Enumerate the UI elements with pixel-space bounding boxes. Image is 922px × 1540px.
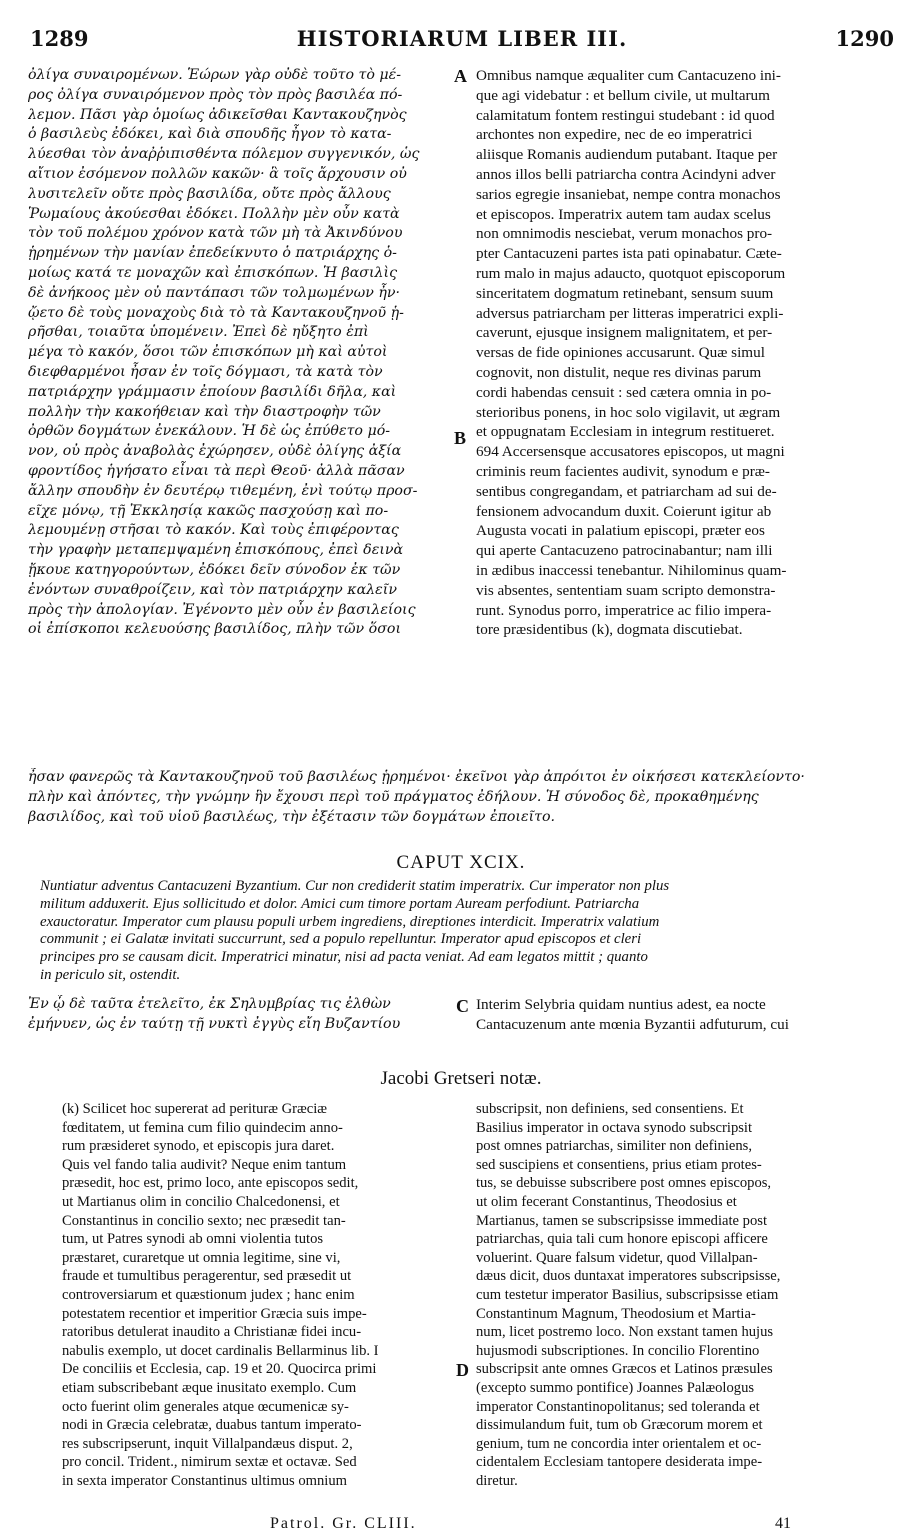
note-line: fœditatem, ut femina cum filio quindecim anno- — [62, 1119, 343, 1136]
greek-text-line: φροντίδος ἡγήσατο εἶναι τὰ περὶ Θεοῦ· ἀλλὰ πᾶσαν — [28, 462, 405, 479]
greek-text-line: τὸν τοῦ πολέμου χρόνον κατὰ τῶν μὴ τὰ Ἀκινδύνου — [28, 225, 403, 242]
footer-signature: 41 — [775, 1515, 791, 1532]
page-number-left: 1289 — [30, 26, 89, 51]
latin-text-line: in ædibus inaccessi tenebantur. Nihilominus quam- — [476, 561, 787, 579]
note-line: Quis vel fando talia audivit? Neque enim tantum — [62, 1156, 347, 1173]
note-line: cidentalem Ecclesiam tantopere desiderata impe- — [476, 1454, 763, 1471]
note-line: tus, se debuisse subscribere post omnes episcopos, — [476, 1175, 772, 1192]
greek-text-line: τὴν γραφὴν μεταπεμψαμένη ἐπισκόπους, ἐπεὶ δεινὰ — [28, 542, 404, 559]
note-line: dæus dicit, duos duntaxat imperatores subscripsisse, — [476, 1268, 781, 1285]
latin-text-line: pter Cantacuzeni partes ista pati opinabatur. Cæte- — [476, 245, 782, 263]
note-line: etiam subscribebant æque inusitato exemplo. Cum — [62, 1379, 357, 1396]
greek-text-line: ρῆσθαι, τοιαῦτα ὑπομένειν. Ἐπεὶ δὲ ηὔξητο ἐπὶ — [28, 324, 369, 341]
latin-text-line: Augusta vocati in palatium episcopi, præter eos — [476, 522, 765, 540]
greek-text-line: ᾔκουε κατηγορούντων, ἐδόκει δεῖν σύνοδον ἐκ τῶν — [28, 561, 401, 578]
note-line: hujusmodi subscriptiones. In concilio Florentino — [476, 1342, 760, 1359]
greek-text-line: πλὴν καὶ ἀπόντες, τὴν γνώμην ἣν ἔχουσι περὶ τοῦ πράγματος ἐδήλουν. Ἡ σύνοδος δὲ, προκαθημένης — [28, 788, 759, 805]
note-line: (excepto summo pontifice) Joannes Palæologus — [476, 1379, 755, 1396]
note-line: cum testetur imperator Basilius, subscripsisse etiam — [476, 1286, 779, 1303]
latin-text-line: annos illos belli patriarcha contra Acindyni adver — [476, 165, 776, 183]
note-line: subscripsit, non definiens, sed consentiens. Et — [476, 1101, 744, 1117]
latin-column-top — [476, 66, 896, 640]
notes-column-right — [476, 1100, 896, 1490]
greek-column-mid — [28, 995, 458, 1035]
note-line: (k) Scilicet hoc supererat ad perituræ Græciæ — [62, 1101, 328, 1117]
latin-text-line: archontes non expedire, nec de eo imperatrici — [476, 126, 753, 144]
note-line: nodi in Græcia celebratæ, duabus tantum imperato- — [62, 1417, 362, 1434]
latin-text-line: rum malo in majus adaucto, quotquot episcoporum — [476, 264, 786, 282]
page-footer — [0, 1515, 922, 1537]
greek-text-line: μέγα τὸ κακόν, ὅσοι τῶν ἐπισκόπων μὴ καὶ αὐτοὶ — [28, 344, 388, 361]
greek-text-line: ᾤετο δὲ τοὺς μοναχοὺς διὰ τὸ τὰ Καντακουζηνοῦ ᾑ- — [28, 304, 404, 321]
note-line: tum, ut Patres synodi ab omni violentia tutos — [62, 1231, 324, 1248]
greek-text-line: ἐνόντων συναθροίζειν, καὶ τὸν πατριάρχην καλεῖν — [28, 581, 397, 598]
greek-text-line: πατριάρχην γράμμασιν ἐποίουν βασιλίδι δῆλα, καὶ — [28, 383, 397, 400]
greek-text-line: βασιλίδος, καὶ τοῦ υἱοῦ βασιλέως, τὴν ἐξέτασιν τῶν δογμάτων ἐποιεῖτο. — [28, 808, 556, 825]
note-line: Constantinum Magnum, Theodosium et Martia- — [476, 1305, 756, 1322]
note-line: octo fuerint olim generales atque œcumenicæ sy- — [62, 1398, 349, 1415]
greek-text-line: ὁ βασιλεὺς ἐδόκει, καὶ διὰ σπουδῆς ἦγον τὸ κατα- — [28, 126, 392, 143]
greek-text-line: λεμον. Πᾶσι γὰρ ὁμοίως ἀδικεῖσθαι Καντακουζηνὸς — [28, 106, 407, 123]
latin-text-line: cordi habendas censuit : sed cætera omnia in po- — [476, 383, 772, 401]
page-number-right: 1290 — [835, 26, 894, 51]
chapter-heading: CAPUT XCIX. — [396, 852, 526, 873]
latin-text-line: caverunt, ejusque insignem malignitatem, et per- — [476, 324, 773, 342]
note-line: imperator Constantinopolitanus; sed toleranda et — [476, 1398, 760, 1415]
note-line: sed suscipiens et consentiens, prius etiam protes- — [476, 1156, 762, 1173]
margin-marker-c: C — [456, 996, 469, 1016]
latin-text-line: et oppugnatam Ecclesiam in integrum restitueret. — [476, 423, 775, 441]
latin-text-line: que agi videbatur : et bellum civile, ut multarum — [476, 86, 770, 104]
latin-text-line: sentibus congregandam, et patriarcham ad sui de- — [476, 482, 777, 500]
latin-text-line: Interim Selybria quidam nuntius adest, ea nocte — [476, 996, 766, 1013]
note-line: ut olim fecerant Constantinus, Theodosius et — [476, 1193, 737, 1210]
greek-text-line: λύεσθαι τὸν ἀναῤῥιπισθέντα πόλεμον συγγενικόν, ὡς — [28, 146, 420, 163]
greek-text-line: εῖχε μόνῳ, τῇ Ἐκκλησίᾳ κακῶς πασχούσῃ καὶ πο- — [28, 502, 389, 519]
note-line: diretur. — [476, 1472, 518, 1489]
greek-text-line: Ἐν ᾧ δὲ ταῦτα ἐτελεῖτο, ἐκ Σηλυμβρίας τις ἐλθὼν — [28, 996, 391, 1012]
latin-text-line: criminis reum facientes audivit, synodum e præ- — [476, 462, 770, 480]
latin-text-line: qui aperte Cantacuzeno patrocinabantur; nam illi — [476, 542, 773, 560]
latin-text-line: et episcopos. Imperatrix autem tam audax scelus — [476, 205, 771, 223]
note-line: in sexta imperator Constantinus ultimus omnium — [62, 1472, 347, 1489]
note-line: ratoribus detulerat inaudito a Christianæ fidei incu- — [62, 1324, 362, 1341]
greek-text-line: λεμουμένῃ στῆσαι τὸ κακόν. Καὶ τοὺς ἐπιφέροντας — [28, 522, 399, 539]
greek-text-line: ᾑρημένων τὴν μανίαν ἐπεδείκνυτο ὁ πατριάρχης ὁ- — [28, 245, 397, 262]
latin-text-line: Cantacuzenum ante mœnia Byzantii adfuturum, cui — [476, 1015, 789, 1033]
summary-line: principes pro se causam dicit. Imperatrici minatur, nisi ad pacta veniat. Ad eam legatos mittit ; quanto — [40, 949, 648, 966]
notes-heading: Jacobi Gretseri notæ. — [380, 1068, 542, 1089]
note-line: post omnes patriarchas, similiter non definiens, — [476, 1138, 753, 1155]
latin-text-line: Omnibus namque æqualiter cum Cantacuzeno ini- — [476, 67, 781, 84]
greek-text-line: ρος ὀλίγα συναιρόμενον πρὸς τὸν πρὸς βασιλέα πό- — [28, 86, 403, 103]
latin-text-line: aliisque Romanis audiendum putabant. Itaque per — [476, 146, 778, 164]
note-line: genium, tum ne concordia inter orientalem et oc- — [476, 1435, 762, 1452]
greek-full-width — [28, 768, 896, 827]
page-header — [30, 26, 894, 56]
note-line: controversiarum et quæstionum judex ; hanc enim — [62, 1286, 355, 1303]
note-line: potestatem recentior et imperitior Græcia suis impe- — [62, 1305, 367, 1322]
margin-marker-d: D — [456, 1360, 469, 1380]
note-line: nabulis exemplo, ut docet cardinalis Bellarminus lib. I — [62, 1342, 379, 1359]
summary-line: exauctoratur. Imperator cum plausu populi urbem ingrediens, direptiones interdicit. Imperatrix valatium — [40, 913, 660, 930]
note-line: præsedit, hoc est, primo loco, ante episcopos sedit, — [62, 1175, 359, 1192]
latin-text-line: tore præsidentibus (k), dogmata discutiebat. — [476, 621, 743, 639]
summary-line: militum adduxerit. Ejus sollicitudo et dolor. Amici cum timore portam Auream perfodiunt. Patriarcha — [40, 895, 640, 912]
latin-text-line: non omnimodis nesciebat, verum monachos pro- — [476, 225, 773, 243]
note-line: Constantinus in concilio sexto; nec præsedit tan- — [62, 1212, 346, 1229]
greek-text-line: ἄλλην σπουδὴν ἐν δευτέρῳ τιθεμένη, ἐνὶ τούτῳ προσ- — [28, 482, 418, 499]
greek-text-line: ὀρθῶν δογμάτων ἐνεκάλουν. Ἡ δὲ ὡς ἐπύθετο μό- — [28, 423, 391, 440]
latin-text-line: sterioribus ponens, in hoc solo vigilavit, ut ægram — [476, 403, 781, 421]
greek-text-line: πρὸς τὴν ἀπολογίαν. Ἐγένοντο μὲν οὖν ἐν βασιλείοις — [28, 601, 416, 618]
greek-text-line: μοίως κατά τε μοναχῶν καὶ ἐπισκόπων. Ἡ βασιλὶς — [28, 264, 398, 281]
running-title: HISTORIARUM LIBER III. — [296, 26, 628, 51]
latin-column-mid — [476, 995, 896, 1035]
greek-text-line: ὀλίγα συναιρομένων. Ἑώρων γὰρ οὐδὲ τοῦτο τὸ μέ- — [28, 67, 402, 83]
latin-text-line: fensionem advocandum duxit. Coierunt igitur ab — [476, 502, 772, 520]
greek-text-line: οἱ ἐπίσκοποι κελευούσης βασιλίδος, πλὴν τῶν ὅσοι — [28, 621, 402, 638]
summary-line: in periculo sit, ostendit. — [40, 966, 181, 983]
greek-text-line: νον, οὐ πρὸς ἀναβολὰς ἐχώρησεν, οὐδὲ ὀλίγης ἀξία — [28, 443, 402, 460]
greek-text-line: ἐμήνυεν, ὡς ἐν ταύτῃ τῇ νυκτὶ ἐγγὺς εἴη Βυζαντίου — [28, 1015, 401, 1032]
latin-text-line: versas de fide opiniones accusarunt. Quæ simul — [476, 344, 765, 362]
note-line: ut Martianus olim in concilio Chalcedonensi, et — [62, 1193, 340, 1210]
note-line: num, licet postremo loco. Non exstant tamen hujus — [476, 1324, 774, 1341]
notes-column-left — [62, 1100, 454, 1490]
note-line: res subscripserunt, inquit Villalpandæus disput. 2, — [62, 1435, 353, 1452]
latin-text-line: adversus patriarcham per litteras imperatrici expli- — [476, 304, 784, 322]
greek-text-line: λυσιτελεῖν οὔτε πρὸς βασιλίδα, οὔτε πρὸς ἄλλους — [28, 185, 391, 202]
chapter-summary — [40, 878, 892, 985]
latin-text-line: sinceritatem dogmatum retinebant, sensum suum — [476, 284, 774, 302]
note-line: voluerint. Quare falsum videtur, quod Villalpan- — [476, 1249, 758, 1266]
note-line: dissimulandum fuit, tum ob Græcorum morem et — [476, 1417, 763, 1434]
margin-marker-a: A — [454, 66, 467, 86]
note-line: Martianus, tamen se subscripsisse immediate post — [476, 1212, 768, 1229]
greek-text-line: πολλὴν τὴν κακοήθειαν καὶ τὴν διαστροφὴν τῶν — [28, 403, 381, 420]
note-line: rum præsideret synodo, et episcopis jura daret. — [62, 1138, 335, 1155]
greek-text-line: δὲ ἀνήκοος μὲν οὐ παντάπασι τῶν τολμωμένων ἦν· — [28, 284, 400, 301]
latin-text-line: runt. Synodus porro, imperatrice ac filio impera- — [476, 601, 772, 619]
note-line: patriarchas, quia tali cum honore episcopi afficere — [476, 1231, 768, 1248]
summary-line: communit ; ei Galatæ invitati succurrunt, sed a populo repelluntur. Imperator apud episcopos et cleri — [40, 931, 642, 948]
note-line: De conciliis et Ecclesia, cap. 19 et 20. Quocirca primi — [62, 1361, 377, 1378]
summary-line: Nuntiatur adventus Cantacuzeni Byzantium. Cur non crediderit statim imperatrix. Cur imperator non plus — [40, 878, 670, 894]
note-line: subscripsit ante omnes Græcos et Latinos præsules — [476, 1361, 773, 1378]
note-line: pro concil. Trident., nimirum sextæ et octavæ. Sed — [62, 1454, 357, 1471]
latin-text-line: 694 Accersensque accusatores episcopos, ut magni — [476, 443, 785, 461]
note-line: Basilius imperator in octava synodo subscripsit — [476, 1119, 753, 1136]
greek-column-top — [28, 66, 458, 640]
footer-volume: Patrol. Gr. CLIII. — [270, 1515, 417, 1532]
greek-text-line: Ῥωμαίους ἀκούεσθαι ἐδόκει. Πολλὴν μὲν οὖν κατὰ — [28, 205, 400, 222]
latin-text-line: cognovit, non distulit, neque res divinas parum — [476, 363, 762, 381]
greek-text-line: ἦσαν φανερῶς τὰ Καντακουζηνοῦ τοῦ βασιλέως ᾑρημένοι· ἐκεῖνοι γὰρ ἀπρόιτοι ἐν οἰκήσεσι κατεκλείοντο· — [28, 769, 805, 785]
note-line: fraude et tumultibus peragerentur, sed præsedit ut — [62, 1268, 352, 1285]
latin-text-line: vis absentes, sententiam suam scripto demonstra- — [476, 581, 776, 599]
margin-marker-b: B — [454, 428, 467, 448]
latin-text-line: sarios egregie insaniebat, nempe contra monachos — [476, 185, 781, 203]
note-line: præstaret, curaretque ut omnia legitime, sine vi, — [62, 1249, 341, 1266]
greek-text-line: διεφθαρμένοι ἦσαν ἐν τοῖς δόγμασι, τὰ κατὰ τὸν — [28, 363, 383, 380]
greek-text-line: αἴτιον ἐσόμενον πολλῶν κακῶν· ἃ τοῖς ἄρχουσιν οὐ — [28, 165, 407, 182]
latin-text-line: calamitatum fontem restingui studebant : id quod — [476, 106, 775, 124]
